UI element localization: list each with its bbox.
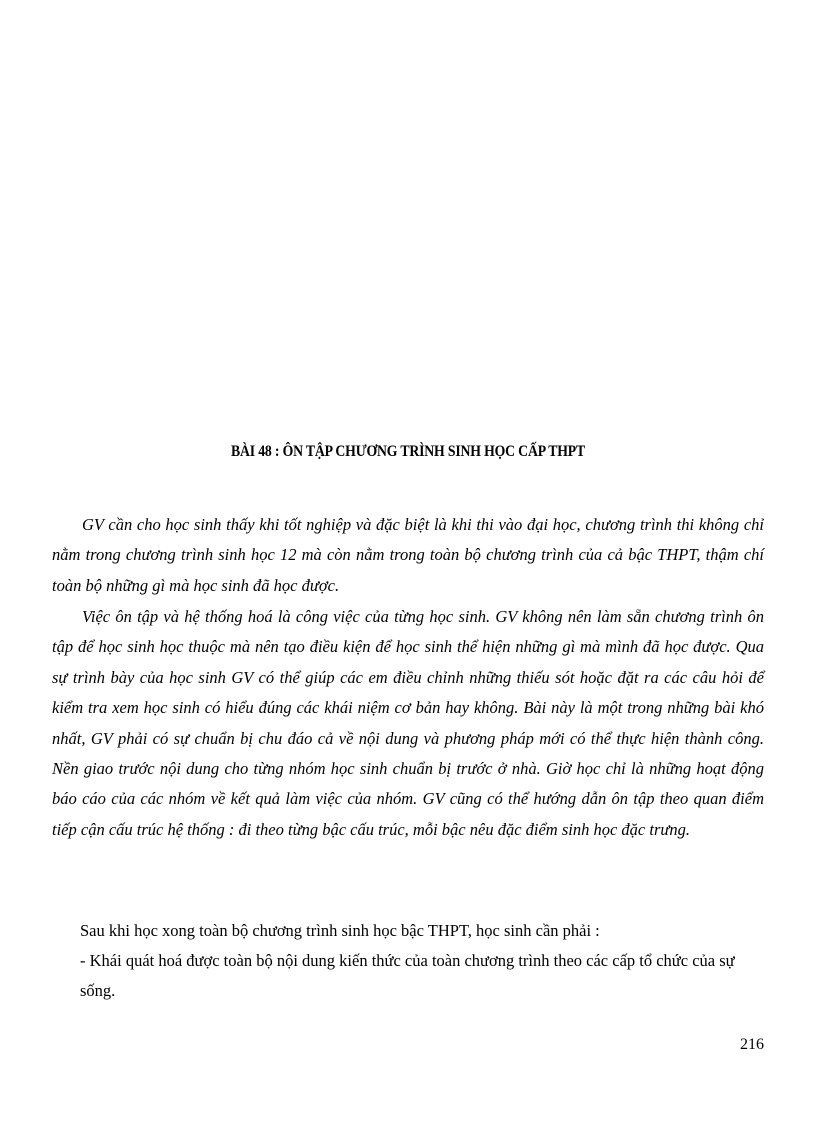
paragraph-block [52, 510, 764, 601]
paragraph-1: GV cần cho học sinh thấy khi tốt nghiệp và đặc biệt là khi thi vào đại học, chương trình thi không chỉ nằm trong chương trình sinh học 12 mà còn nằm trong toàn bộ chương trình của cả bậc THPT, thậm chí toàn bộ những gì mà học sinh đã học được. [52, 515, 764, 595]
objectives-intro: Sau khi học xong toàn bộ chương trình sinh học bậc THPT, học sinh cần phải : [80, 921, 600, 940]
objectives-block [80, 916, 770, 1006]
page-number: 216 [740, 1036, 764, 1053]
objective-item: - Khái quát hoá được toàn bộ nội dung kiến thức của toàn chương trình theo các cấp tổ chức của sự sống. [80, 951, 735, 1000]
lesson-title: BÀI 48 : ÔN TẬP CHƯƠNG TRÌNH SINH HỌC CẤP THPT [231, 443, 585, 460]
paragraph-2: Việc ôn tập và hệ thống hoá là công việc của từng học sinh. GV không nên làm sẵn chương trình ôn tập để học sinh học thuộc mà nên tạo điều kiện để học sinh thể hiện những gì mà mình đã học được. Qua sự trình bày của học sinh GV có thể giúp các em điều chỉnh những thiếu sót hoặc đặt ra các câu hỏi để kiểm tra xem học sinh có hiểu đúng các khái niệm cơ bản hay không. Bài này là một trong những bài khó nhất, GV phải có sự chuẩn bị chu đáo cả về nội dung và phương pháp mới có thể thực hiện thành công. Nền giao trước nội dung cho từng nhóm học sinh chuẩn bị trước ở nhà. Giờ học chỉ là những hoạt động báo cáo của các nhóm về kết quả làm việc của nhóm. GV cũng có thể hướng dẫn ôn tập theo quan điểm tiếp cận cấu trúc hệ thống : đi theo từng bậc cấu trúc, mỗi bậc nêu đặc điểm sinh học đặc trưng. [52, 607, 764, 839]
paragraph-block [52, 602, 764, 845]
